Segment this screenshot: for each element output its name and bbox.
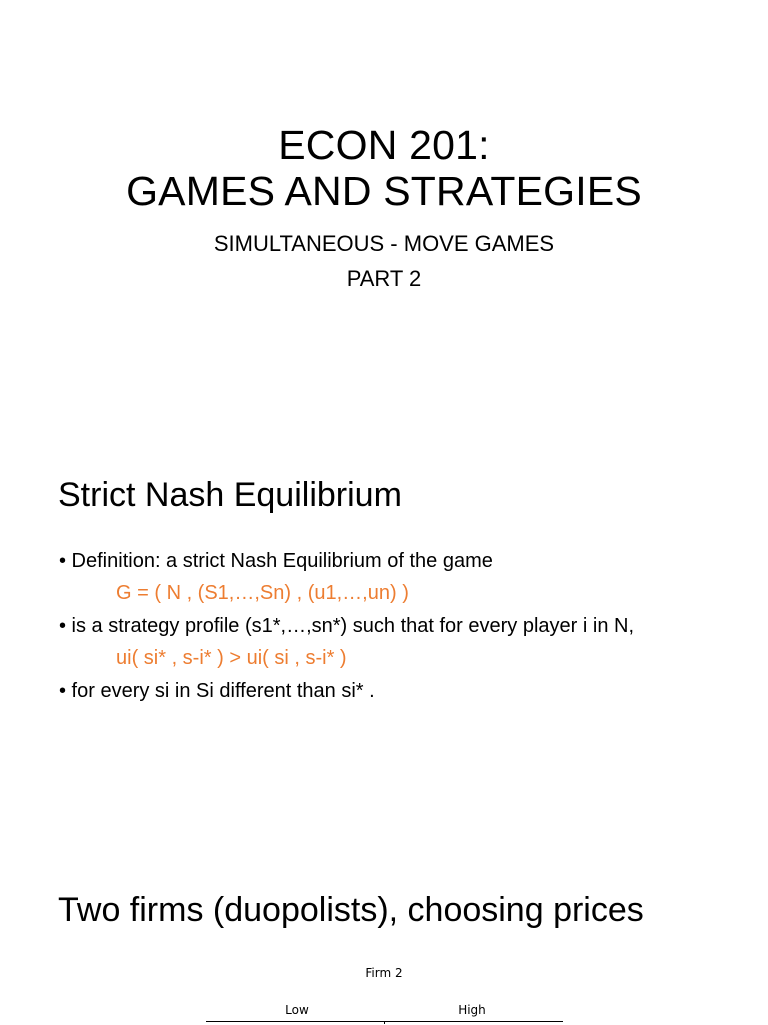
part-label: PART 2 [346, 266, 422, 291]
section-heading-strict-nash: Strict Nash Equilibrium [58, 476, 402, 514]
column-header-high: High [458, 1003, 486, 1017]
strategy-profile-line: • is a strategy profile (s1*,…,sn*) such that for every player i in N, [59, 615, 634, 637]
topic-title: SIMULTANEOUS - MOVE GAMES [213, 231, 555, 256]
course-title: ECON 201: [278, 122, 490, 168]
course-subtitle: GAMES AND STRATEGIES [126, 168, 642, 214]
column-header-low: Low [285, 1003, 309, 1017]
definition-line: • Definition: a strict Nash Equilibrium of the game [59, 550, 493, 572]
game-formula: G = ( N , (S1,…,Sn) , (u1,…,un) ) [116, 582, 409, 604]
utility-inequality: ui( si* , s-i* ) > ui( si , s-i* ) [116, 647, 347, 669]
column-player-label: Firm 2 [365, 966, 403, 980]
section-heading-duopolists: Two firms (duopolists), choosing prices [58, 891, 644, 929]
for-every-line: • for every si in Si different than si* . [59, 680, 375, 702]
title-slide [0, 122, 768, 296]
